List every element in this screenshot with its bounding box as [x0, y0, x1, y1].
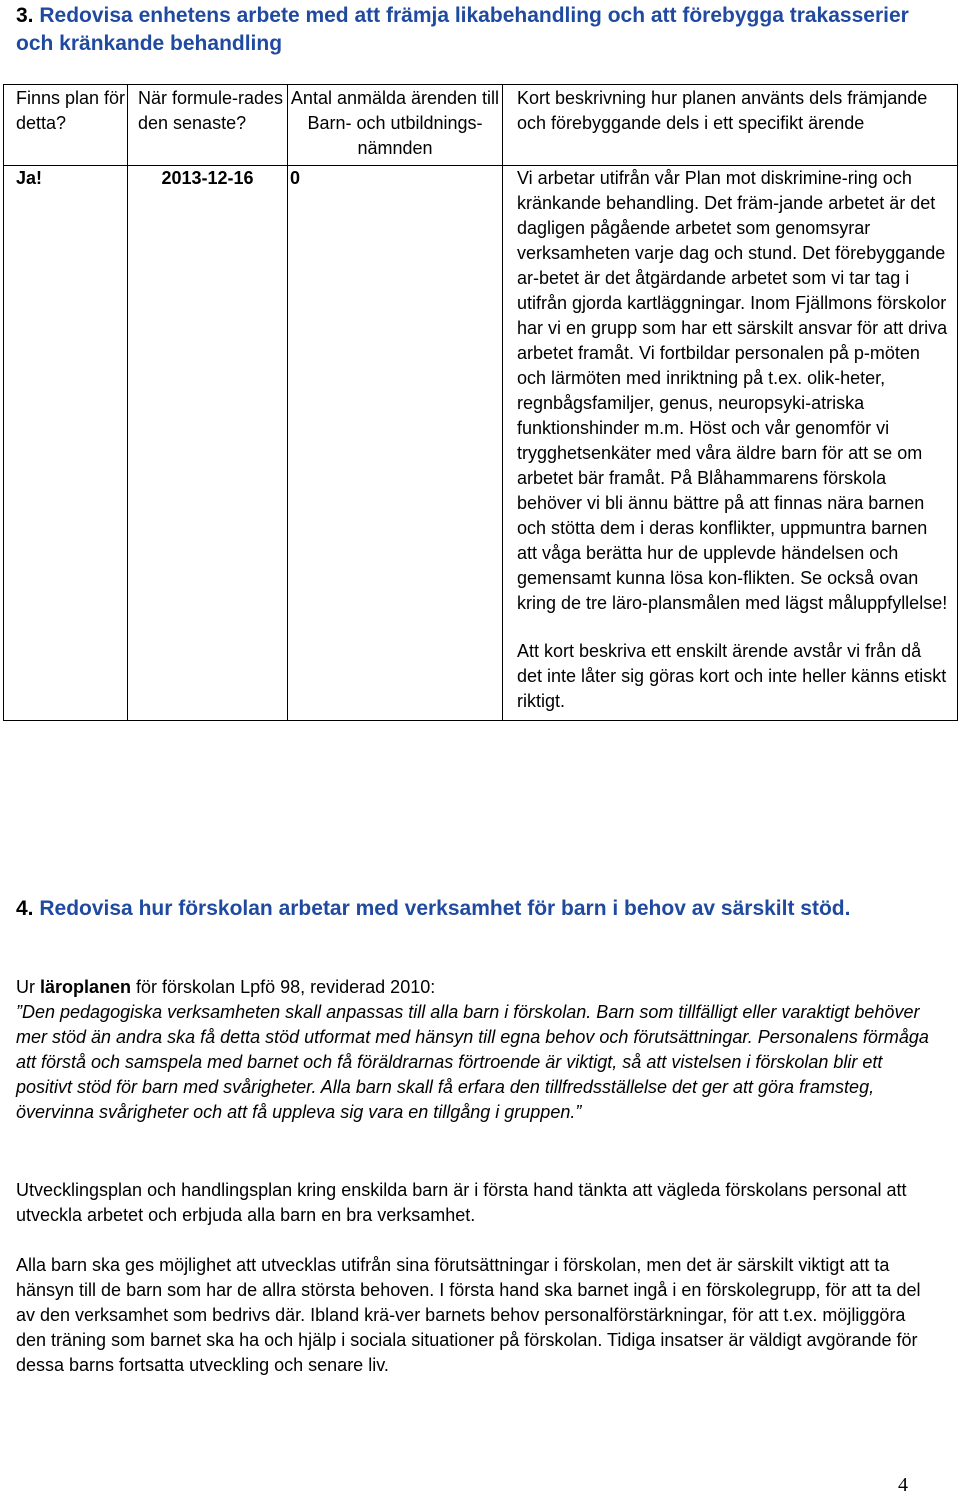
section-4-heading [16, 895, 946, 923]
likabehandling-table [3, 84, 958, 721]
page-number: 4 [898, 1474, 908, 1496]
lpfo-bold-word: läroplanen [40, 977, 132, 997]
lpfo-quote: ”Den pedagogiska verksamheten skall anpassas till alla barn i förskolan. Barn som tillfälligt eller varaktigt behöver mer stöd än andra ska få detta stöd utformat med hänsyn till egna behov och förutsättningar. Personalens förmåga att förstå och samspela med barnet och få föräldrarnas förtroende är viktigt, så att vistelsen i förskolan blir ett positivt stöd för barn med svårigheter. Alla barn skall få erfara den tillfredsställelse det ger att göra framsteg, övervinna svårigheter och att få uppleva sig vara en tillgång i gruppen.” [16, 1002, 929, 1122]
development-paragraph: Utvecklingsplan och handlingsplan kring enskilda barn är i första hand tänkta att vägleda förskolans personal att utveckla arbetet och erbjuda alla barn en bra verksamhet. [16, 1180, 907, 1225]
section-3-heading [16, 2, 946, 58]
cell-reported-cases: 0 [288, 166, 503, 721]
header-reported-cases: Antal anmälda ärenden till Barn- och utbildnings-nämnden [288, 85, 503, 166]
section-3-number: 3. [16, 4, 34, 27]
cell-plan-exists: Ja! [4, 166, 128, 721]
header-plan-exists: Finns plan för detta? [4, 85, 128, 166]
cell-formulated-date: 2013-12-16 [128, 166, 288, 721]
table-row [4, 166, 958, 721]
header-formulated-date: När formule-rades den senaste? [128, 85, 288, 166]
all-children-paragraph: Alla barn ska ges möjlighet att utvecklas utifrån sina förutsättningar i förskolan, men det är särskilt viktigt att ta hänsyn till de barn som har de allra största behoven. I första hand ska barnet ingå i en förskolegrupp, för att ta del av den verksamhet som bedrivs där. Ibland krä-ver barnets behov personalförstärkningar, för att t.ex. möjliggöra den träning som barnet ska ha och hjälp i sociala situationer på förskolan. Tidiga insatser är väldigt avgörande för dessa barns fortsatta utveckling och senare liv. [16, 1255, 921, 1375]
section-4-title: Redovisa hur förskolan arbetar med verksamhet för barn i behov av särskilt stöd. [39, 897, 851, 920]
section-4-number: 4. [16, 897, 34, 920]
description-paragraph: Vi arbetar utifrån vår Plan mot diskrimine-ring och kränkande behandling. Det främ-jande arbetet är det dagligen pågående arbetet som genomsyrar verksamheten varje dag och stund. Det förebyggande ar-betet är det åtgärdande arbetet som vi tar tag i utifrån gjorda kartläggningar. Inom Fjällmons förskolor har vi en grupp som har ett särskilt ansvar för att driva arbetet framåt. Vi fortbildar personalen på p-möten och lärmöten med inriktning på t.ex. olik-heter, regnbågsfamiljer, genus, neuropsyki-atriska funktionshinder m.m. Höst och vår genomför vi trygghetsenkäter med våra äldre barn för att se om arbetet bär framåt. På Blåhammarens förskola behöver vi bli ännu bättre på att finnas nära barnen och stötta dem i deras konflikter, uppmuntra barnen att våga berätta hur de upplevde händelsen och gemensamt kunna lösa kon-flikten. Se också ovan kring de tre läro-plansmålen med lägst måluppfyllelse! [517, 168, 948, 613]
cell-description [503, 166, 958, 721]
table-header-row [4, 85, 958, 166]
lpfo-intro: Ur läroplanen för förskolan Lpfö 98, reviderad 2010: [16, 977, 436, 997]
header-description: Kort beskrivning hur planen använts dels främjande och förebyggande dels i ett specifikt ärende [503, 85, 958, 166]
specific-case-paragraph: Att kort beskriva ett enskilt ärende avstår vi från då det inte låter sig göras kort och inte heller känns etiskt riktigt. [517, 641, 947, 711]
lpfo-block [16, 975, 936, 1125]
section-3-title: Redovisa enhetens arbete med att främja likabehandling och att förebygga trakasserier och kränkande behandling [16, 4, 909, 55]
